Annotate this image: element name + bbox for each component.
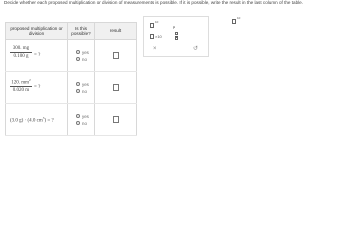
exponent: 2 xyxy=(29,77,31,82)
radio-button[interactable] xyxy=(76,114,80,118)
option-label: no xyxy=(82,88,87,94)
factor-2: (4.0 cm xyxy=(27,118,43,124)
math-palette xyxy=(143,16,209,57)
option-label: yes xyxy=(82,49,89,55)
table-row xyxy=(6,104,137,136)
expression-division-2 xyxy=(7,75,66,101)
factor-1: (3.0 g) xyxy=(10,118,24,124)
exponent: 3 xyxy=(42,115,45,120)
expression-division-1 xyxy=(7,43,66,69)
superscript-hint: 10 xyxy=(237,16,241,20)
measurement-table xyxy=(5,22,137,136)
radio-button[interactable] xyxy=(76,57,80,61)
option-yes[interactable] xyxy=(76,81,93,88)
radio-button[interactable] xyxy=(76,50,80,54)
numerator: 120. mm xyxy=(11,80,30,86)
mu-button[interactable]: μ xyxy=(173,24,176,29)
times-ten-box[interactable] xyxy=(150,34,154,39)
table-row xyxy=(6,72,137,104)
radio-button[interactable] xyxy=(76,82,80,86)
multiply-dot: · xyxy=(24,118,27,124)
option-no[interactable] xyxy=(76,56,93,63)
undo-icon[interactable]: ↺ xyxy=(193,46,199,52)
equals-unknown: = ? xyxy=(34,52,41,58)
expression-multiplication xyxy=(7,107,66,133)
superscript-hint: 10 xyxy=(155,20,159,24)
radio-button[interactable] xyxy=(76,121,80,125)
option-yes[interactable] xyxy=(76,49,93,56)
option-label: yes xyxy=(82,81,89,87)
denominator: 0.100 g xyxy=(13,53,29,59)
answer-input[interactable] xyxy=(113,116,119,123)
option-no[interactable] xyxy=(76,88,93,95)
clear-button[interactable]: × xyxy=(153,46,157,52)
numerator: 300. mg xyxy=(10,46,32,53)
header-proposed: proposed multiplication or division xyxy=(6,23,68,40)
option-no[interactable] xyxy=(76,120,93,127)
option-label: no xyxy=(82,56,87,62)
equals-unknown: = ? xyxy=(34,84,41,90)
table-row xyxy=(6,40,137,72)
times-ten-button[interactable]: ×10 xyxy=(155,34,162,39)
superscript-template-button[interactable] xyxy=(150,23,154,28)
equals-unknown: = ? xyxy=(47,118,54,124)
instructions-text: Decide whether each proposed multiplication or division of measurements is possible. If it is possible, write the result in the last column of the table. xyxy=(4,0,303,5)
option-label: yes xyxy=(82,113,89,119)
option-label: no xyxy=(82,120,87,126)
denominator: 0.020 m xyxy=(12,88,30,94)
superscript-template-button[interactable] xyxy=(232,19,236,24)
answer-input[interactable] xyxy=(113,84,119,91)
header-possible: Is this possible? xyxy=(68,23,95,40)
header-result: result xyxy=(95,23,137,40)
radio-button[interactable] xyxy=(76,89,80,93)
fraction-template-button[interactable] xyxy=(175,32,178,40)
answer-input[interactable] xyxy=(113,52,119,59)
option-yes[interactable] xyxy=(76,113,93,120)
close-paren: ) xyxy=(44,118,47,124)
